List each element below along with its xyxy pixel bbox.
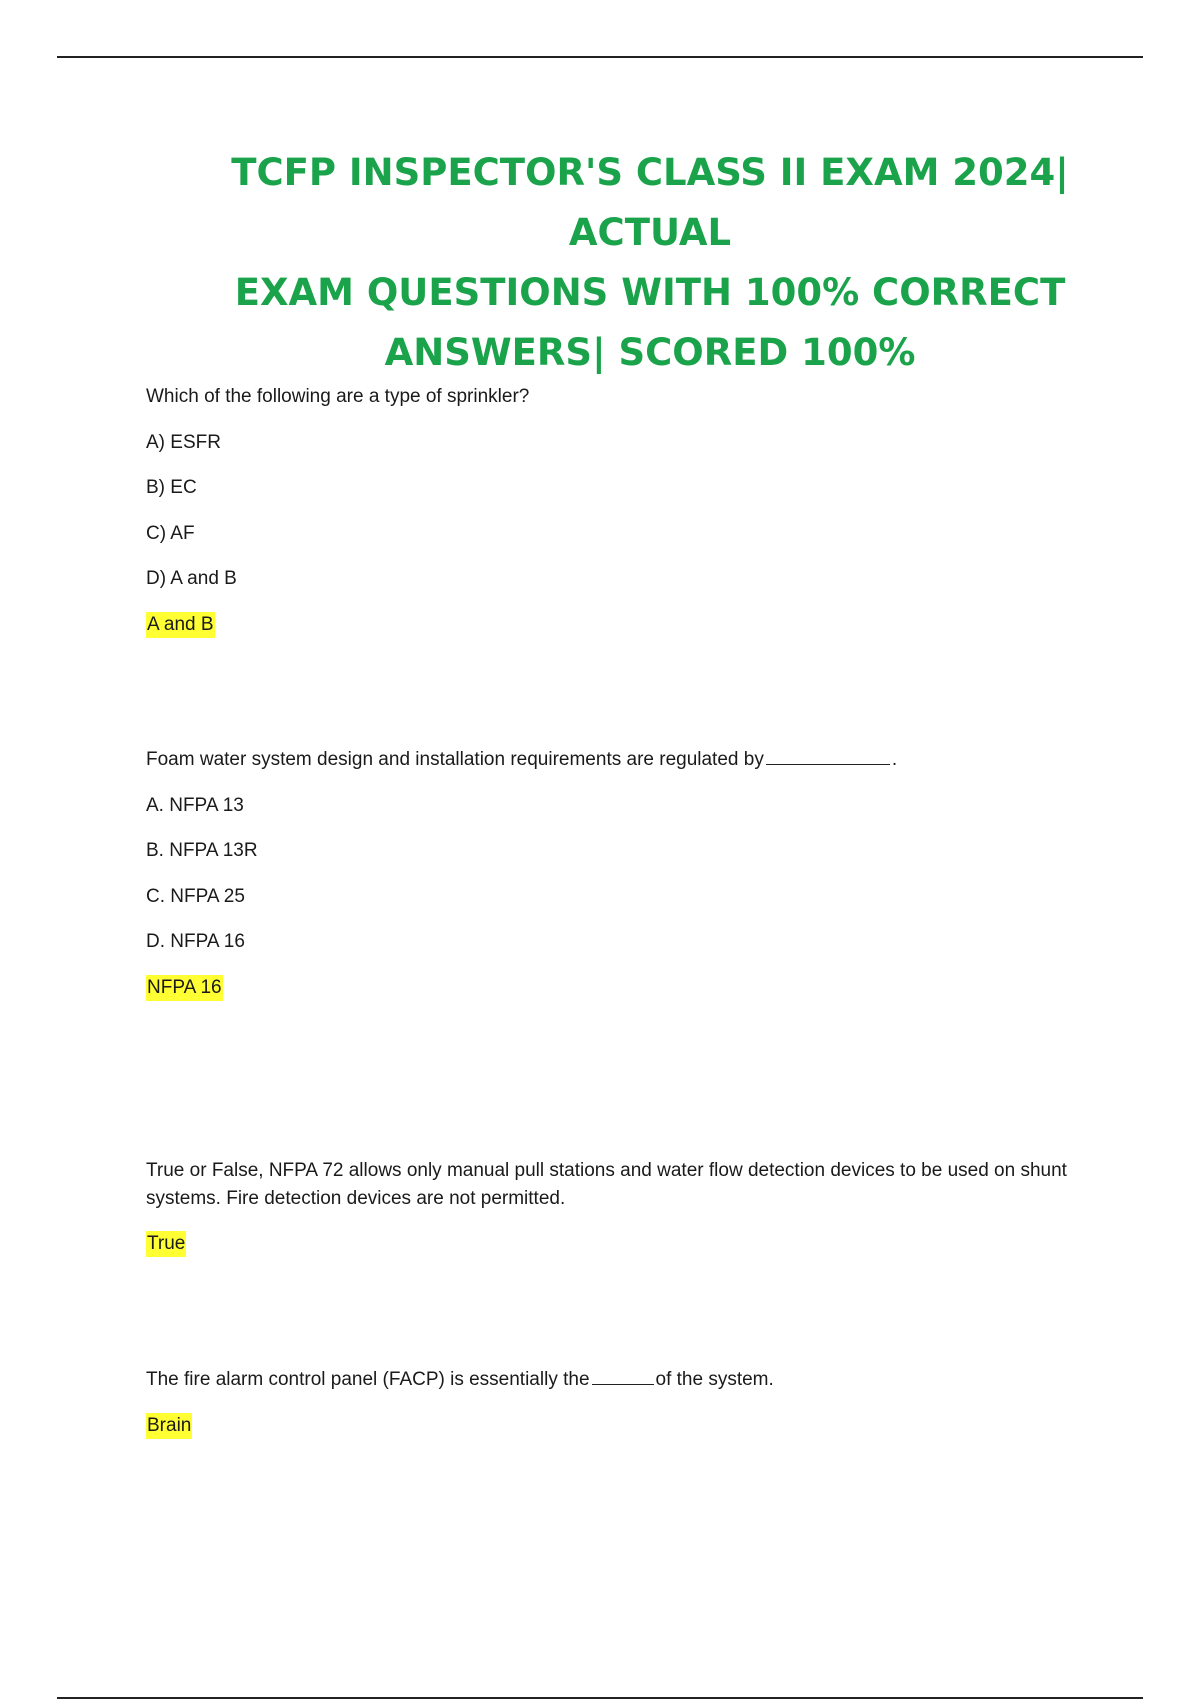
question-text: Which of the following are a type of sprinkler?: [146, 386, 530, 407]
fill-in-blank: [766, 748, 890, 765]
question-text-after: of the system.: [655, 1369, 774, 1390]
answer-highlight: NFPA 16: [146, 975, 223, 1001]
question-text-before: The fire alarm control panel (FACP) is essentially the: [146, 1369, 590, 1390]
top-rule: [57, 56, 1143, 58]
fill-in-blank: [592, 1368, 654, 1385]
option-c: C) AF: [146, 523, 195, 544]
answer-highlight: Brain: [146, 1413, 192, 1439]
document-title: [150, 143, 1150, 383]
bottom-rule: [57, 1697, 1143, 1699]
question-text: [146, 1367, 774, 1393]
title-line-2: EXAM QUESTIONS WITH 100% CORRECT: [234, 271, 1066, 314]
title-line-1: TCFP INSPECTOR'S CLASS II EXAM 2024| ACTUAL: [231, 151, 1069, 254]
option-b: B) EC: [146, 477, 197, 498]
question-text: True or False, NFPA 72 allows only manual pull stations and water flow detection devices to be used on shunt systems. Fire detection devices are not permitted.: [146, 1160, 1067, 1209]
answer-highlight: A and B: [146, 612, 215, 638]
option-a: A) ESFR: [146, 432, 221, 453]
question-text: [146, 747, 897, 773]
option-d: D) A and B: [146, 568, 237, 589]
option-a: A. NFPA 13: [146, 795, 244, 816]
option-c: C. NFPA 25: [146, 886, 245, 907]
answer-highlight: True: [146, 1231, 186, 1257]
title-line-3: ANSWERS| SCORED 100%: [384, 331, 916, 374]
option-d: D. NFPA 16: [146, 931, 245, 952]
question-text-before: Foam water system design and installation requirements are regulated by: [146, 749, 764, 770]
option-b: B. NFPA 13R: [146, 840, 258, 861]
question-text-after: .: [891, 749, 898, 770]
